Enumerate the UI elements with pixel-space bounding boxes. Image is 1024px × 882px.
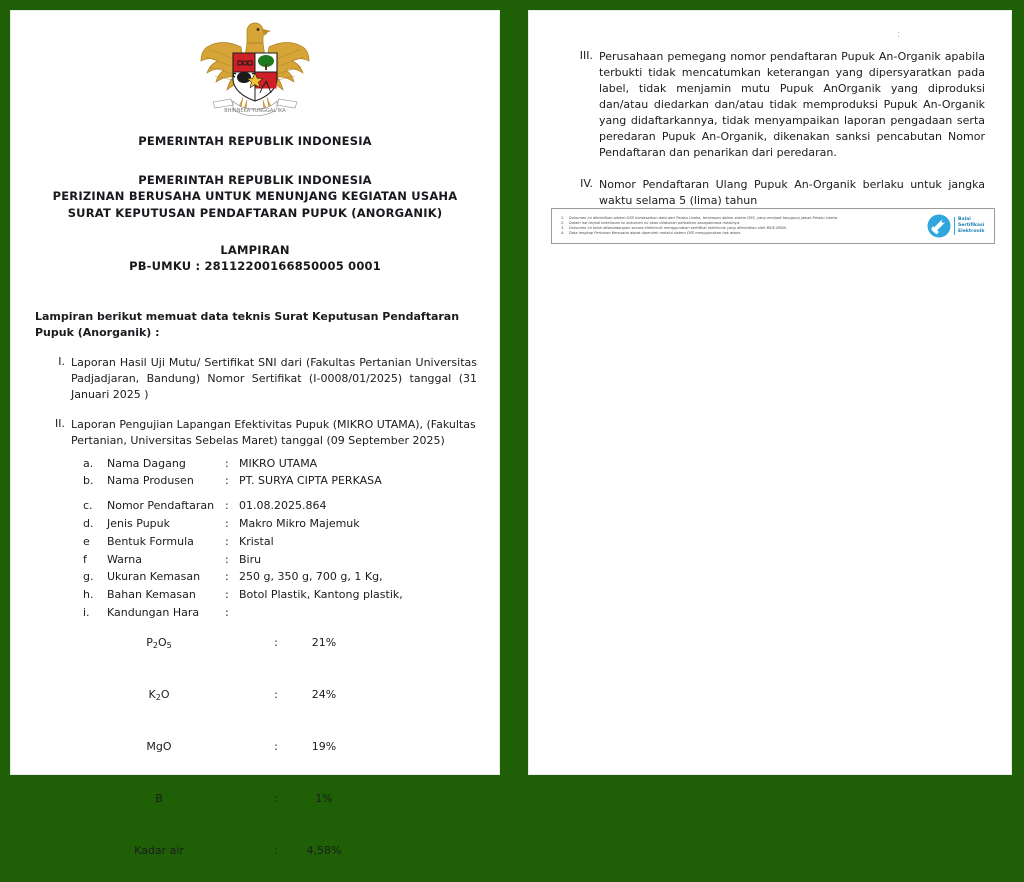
heading-lampiran: LAMPIRAN: [220, 242, 290, 257]
heading-pbumku-number: PB-UMKU : 28112200166850005 0001: [129, 259, 381, 274]
note-number: 2.: [561, 220, 565, 225]
nutrient-name: $K_2O$: [148, 687, 170, 702]
detail-row: [83, 533, 477, 551]
list-item: [557, 49, 985, 161]
nutrient-colon: :: [274, 739, 278, 753]
note-text: Dokumen ini diterbitkan sistem OSS berdasarkan data dari Pelaku Usaha, tersimpan dalam sistem OSS, yang menjadi tanggung jawab Pelaku Usaha.: [569, 215, 839, 220]
detail-row: [83, 497, 477, 515]
nutrient-value: 4,58%: [306, 843, 342, 857]
nutrient-colon: :: [274, 635, 278, 649]
nutrient-row: [59, 740, 477, 792]
detail-letter: a.: [83, 456, 94, 470]
detail-colon: :: [225, 606, 229, 620]
detail-colon: :: [225, 588, 229, 602]
nutrient-value: 1%: [315, 791, 333, 805]
detail-letter: g.: [83, 570, 94, 584]
detail-value: MIKRO UTAMA: [239, 456, 318, 470]
detail-value: Biru: [239, 552, 262, 566]
disclaimer-note: [558, 231, 927, 236]
roman-text: Nomor Pendaftaran Ulang Pupuk An-Organik berlaku untuk jangka waktu selama 5 (lima) tahun: [599, 177, 985, 207]
nutrient-value: 24%: [311, 687, 337, 701]
bse-emblem-icon: [927, 214, 951, 238]
roman-text: Laporan Hasil Uji Mutu/ Sertifikat SNI dari (Fakultas Pertanian Universitas Padjadjaran, Bandung) Nomor Sertifikat (I-0008/01/2025) tanggal (31 Januari 2025 ): [71, 355, 477, 401]
detail-label: Jenis Pupuk: [107, 517, 171, 531]
detail-letter: c.: [83, 499, 93, 513]
nutrient-name: MgO: [146, 739, 172, 753]
note-text: Dalam hal terjadi kekeliruan isi dokumen ini akan dilakukan perbaikan sebagaimana mestinya.: [569, 220, 741, 225]
document-page-right: [528, 10, 1012, 775]
nutrient-content-table: [35, 636, 477, 882]
detail-label: Bahan Kemasan: [107, 588, 196, 602]
detail-row: [83, 586, 477, 604]
detail-colon: :: [225, 499, 229, 513]
roman-text: Perusahaan pemegang nomor pendaftaran Pupuk An-Organik apabila terbukti tidak mencatumkan keterangan yang dipersyaratkan pada label, tidak menjamin mutu Pupuk AnOrganik yang diproduksi dan/atau diedarkan dan/atau tidak memproduksi Pupuk An-Organik yang didaftarkannya, tidak menyampaikan laporan pengadaan serta peredaran Pupuk An-Organik, dikenakan sanksi pencabutan Nomor Pendaftaran dan penarikan dari peredaran.: [599, 50, 985, 159]
detail-colon: :: [225, 517, 229, 531]
detail-label: Ukuran Kemasan: [107, 570, 201, 584]
heading-title-line-1: PEMERINTAH REPUBLIK INDONESIA: [138, 172, 372, 187]
detail-label: Warna: [107, 552, 142, 566]
detail-letter: b.: [83, 474, 94, 488]
roman-numeral: II.: [55, 416, 65, 430]
right-page-body: [529, 11, 1011, 208]
bse-logo-line-2: Sertifikasi: [958, 222, 985, 228]
detail-colon: :: [225, 552, 229, 566]
nutrient-value: 21%: [311, 635, 337, 649]
bse-logo-line-3: Elektronik: [958, 229, 985, 235]
emblem-container: [11, 11, 499, 125]
note-number: 1.: [561, 215, 565, 220]
nutrient-colon: :: [274, 843, 278, 857]
detail-label: Kandungan Hara: [107, 606, 200, 620]
detail-row: [83, 515, 477, 533]
list-item: [557, 177, 985, 209]
note-number: 4.: [561, 231, 565, 236]
heading-title-line-2: PERIZINAN BERUSAHA UNTUK MENUNJANG KEGIATAN USAHA: [52, 189, 458, 204]
roman-numeral: IV.: [580, 176, 593, 190]
detail-value: 01.08.2025.864: [239, 499, 327, 513]
detail-value: Makro Mikro Majemuk: [239, 517, 360, 531]
roman-numeral: III.: [579, 49, 593, 62]
detail-row: [83, 604, 477, 622]
nutrient-name: Kadar air: [134, 843, 184, 857]
intro-paragraph: Lampiran berikut memuat data teknis Surat Keputusan Pendaftaran Pupuk (Anorganik) :: [35, 310, 460, 339]
list-item: [35, 355, 477, 403]
nutrient-row: [59, 792, 477, 844]
left-page-body: [11, 309, 499, 882]
detail-letter: h.: [83, 588, 94, 602]
bse-logo-text: [954, 217, 984, 236]
detail-colon: :: [225, 534, 229, 548]
disclaimer-note-list: [558, 216, 927, 236]
detail-colon: :: [225, 456, 229, 470]
detail-letter: i.: [83, 606, 90, 620]
garuda-pancasila-emblem: [189, 17, 321, 121]
note-text: Dokumen ini telah ditandatangani secara elektronik menggunakan sertifikat elektronik yang diterbitkan oleh BSrE-BSSN.: [569, 226, 788, 230]
nutrient-row: [59, 636, 477, 688]
nutrient-colon: :: [274, 791, 278, 805]
list-item: [35, 417, 477, 449]
nutrient-value: 19%: [311, 739, 337, 753]
detail-label: Bentuk Formula: [107, 534, 194, 548]
detail-colon: :: [225, 570, 229, 584]
roman-text: Laporan Pengujian Lapangan Efektivitas Pupuk (MIKRO UTAMA), (Fakultas Pertanian, Universitas Sebelas Maret) tanggal (09 September 2025): [71, 417, 476, 447]
detail-value: Kristal: [239, 534, 274, 548]
heading-lampiran-block: [11, 242, 499, 275]
heading-title-block: [11, 172, 499, 222]
detail-value: PT. SURYA CIPTA PERKASA: [239, 474, 382, 488]
detail-letter: e: [83, 534, 90, 548]
detail-label: Nama Dagang: [107, 456, 186, 470]
nutrient-row: [59, 844, 477, 882]
nutrient-row: [59, 688, 477, 740]
nutrient-colon: :: [274, 687, 278, 701]
detail-row: [83, 551, 477, 569]
svg-text:BHINNEKA TUNGGAL IKA: BHINNEKA TUNGGAL IKA: [224, 108, 286, 114]
nutrient-name: $P_2O_5$: [146, 635, 172, 650]
detail-row: [83, 568, 477, 586]
detail-colon: :: [225, 474, 229, 488]
disclaimer-box: [551, 208, 995, 244]
heading-government: PEMERINTAH REPUBLIK INDONESIA: [138, 134, 372, 148]
note-text: Data lengkap Perizinan Berusaha dapat diperoleh melalui sistem OSS menggunakan hak akses.: [569, 231, 742, 236]
fertilizer-detail-list: [35, 455, 477, 622]
detail-label: Nama Produsen: [107, 474, 194, 488]
detail-row: [83, 455, 477, 473]
balai-sertifikasi-elektronik-logo: [927, 214, 990, 238]
top-colon-marker: :: [897, 29, 901, 40]
bse-logo-line-1: Balai: [958, 216, 971, 222]
roman-numeral: I.: [58, 354, 65, 368]
detail-letter: f: [83, 552, 87, 566]
document-page-left: [10, 10, 500, 857]
detail-letter: d.: [83, 517, 94, 531]
note-number: 3.: [561, 226, 565, 230]
detail-label: Nomor Pendaftaran: [107, 499, 215, 513]
nutrient-name: B: [155, 791, 163, 805]
heading-title-line-3: SURAT KEPUTUSAN PENDAFTARAN PUPUK (ANORGANIK): [67, 206, 443, 221]
detail-value: Botol Plastik, Kantong plastik,: [239, 588, 403, 602]
detail-value: 250 g, 350 g, 700 g, 1 Kg,: [239, 570, 383, 584]
detail-row: [83, 472, 477, 490]
